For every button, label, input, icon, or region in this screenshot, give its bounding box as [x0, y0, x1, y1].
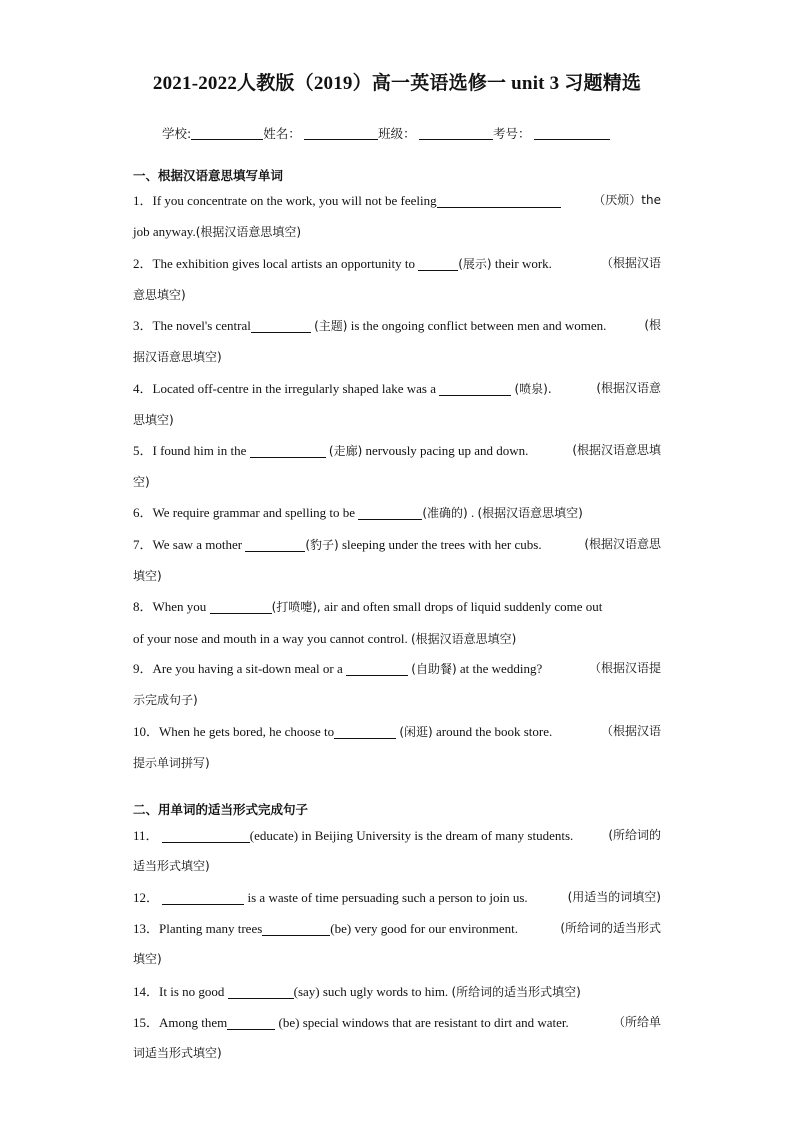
answer-blank[interactable] [439, 381, 511, 396]
question-9: 9．Are you having a sit-down meal or a (自助餐) at the wedding? （根据汉语提 示完成句子) [133, 661, 661, 707]
question-4: 4．Located off-centre in the irregularly shaped lake was a (喷泉). (根据汉语意 思填空) [133, 381, 661, 427]
question-11: 11． (educate) in Beijing University is the dream of many students. (所给词的 适当形式填空) [133, 828, 661, 873]
exam-no-blank [534, 125, 610, 140]
answer-blank[interactable] [418, 256, 458, 271]
class-blank [419, 125, 493, 140]
question-12: 12． is a waste of time persuading such a person to join us. (用适当的词填空) [133, 890, 661, 905]
question-7: 7．We saw a mother (豹子) sleeping under the trees with her cubs. (根据汉语意思 填空) [133, 537, 661, 583]
question-1: 1．If you concentrate on the work, you will not be feeling （厌烦）the job anyway.(根据汉语意思填空) [133, 193, 661, 239]
answer-blank[interactable] [162, 890, 244, 905]
school-label: 学校: [162, 126, 192, 141]
answer-blank[interactable] [245, 537, 305, 552]
section-heading-2: 二、用单词的适当形式完成句子 [133, 802, 309, 817]
answer-blank[interactable] [228, 984, 294, 999]
section-heading-1: 一、根据汉语意思填写单词 [133, 168, 284, 183]
class-label: 班级： [378, 126, 416, 141]
student-info-line [162, 124, 610, 142]
answer-blank[interactable] [262, 921, 330, 936]
question-15: 15．Among them (be) special windows that are resistant to dirt and water. （所给单 词适当形式填空) [133, 1015, 661, 1060]
answer-blank[interactable] [251, 318, 311, 333]
school-blank [191, 125, 263, 140]
answer-blank[interactable] [346, 661, 408, 676]
answer-blank[interactable] [334, 724, 396, 739]
answer-blank[interactable] [162, 828, 250, 843]
answer-blank[interactable] [210, 599, 272, 614]
exam-no-label: 考号： [493, 126, 531, 141]
question-14: 14．It is no good (say) such ugly words to him. (所给词的适当形式填空) [133, 984, 581, 999]
question-13: 13．Planting many trees (be) very good for our environment. (所给词的适当形式 填空) [133, 921, 661, 966]
question-2: 2．The exhibition gives local artists an opportunity to (展示) their work. （根据汉语 意思填空) [133, 256, 661, 302]
answer-blank[interactable] [358, 505, 422, 520]
question-5: 5．I found him in the (走廊) nervously pacing up and down. (根据汉语意思填 空) [133, 443, 661, 489]
answer-blank[interactable] [437, 193, 561, 208]
question-10: 10．When he gets bored, he choose to (闲逛) around the book store. （根据汉语 提示单词拼写) [133, 724, 661, 770]
name-label: 姓名： [263, 126, 301, 141]
page-title: 2021-2022人教版（2019）高一英语选修一 unit 3 习题精选 [152, 73, 642, 94]
question-6: 6．We require grammar and spelling to be (准确的) . (根据汉语意思填空) [133, 505, 583, 520]
answer-blank[interactable] [250, 443, 326, 458]
question-8: 8．When you (打喷嚏), air and often small drops of liquid suddenly come out of your nose and mouth in a way you cannot control. (根据汉语意思填空) [133, 599, 603, 646]
question-3: 3．The novel's central (主题) is the ongoing conflict between men and women. (根 据汉语意思填空) [133, 318, 661, 364]
name-blank [304, 125, 378, 140]
answer-blank[interactable] [227, 1015, 275, 1030]
